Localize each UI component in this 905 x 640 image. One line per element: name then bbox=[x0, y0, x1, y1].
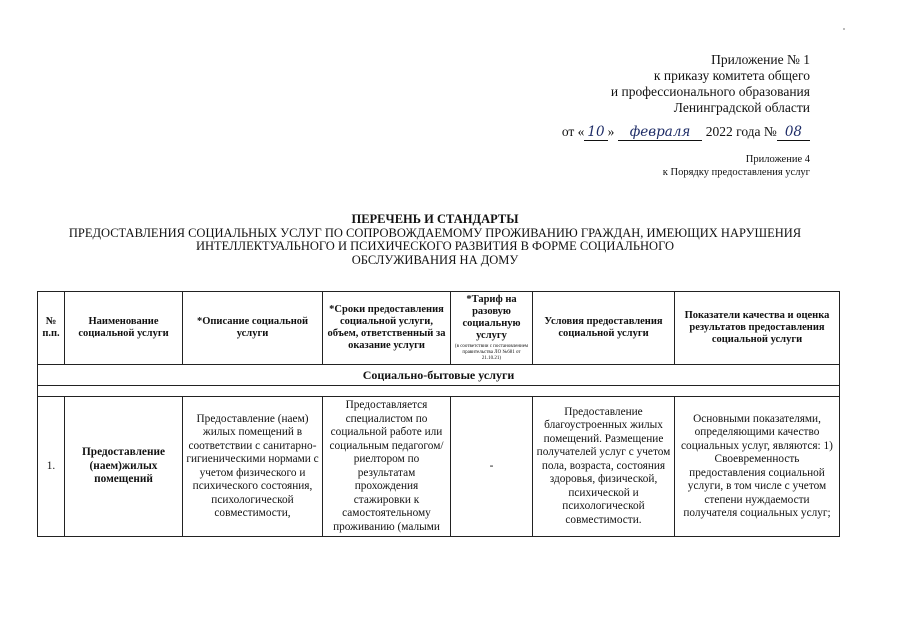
handwritten-month: февраля bbox=[618, 124, 703, 141]
sub-appendix-line-2: к Порядку предоставления услуг bbox=[662, 167, 810, 178]
date-year: 2022 года № bbox=[705, 124, 777, 139]
header-conditions: Условия предоставления социальной услуги bbox=[533, 292, 675, 365]
title-line-1: ПЕРЕЧЕНЬ И СТАНДАРТЫ bbox=[351, 212, 519, 226]
header-terms: *Сроки предоставления социальной услуги, объем, ответственный за оказание услуги bbox=[323, 292, 451, 365]
section-gap bbox=[38, 386, 840, 397]
handwritten-number: 08 bbox=[777, 124, 810, 141]
appendix-date-line bbox=[562, 124, 810, 141]
handwritten-day: 10 bbox=[584, 124, 607, 141]
appendix-line-1: Приложение № 1 bbox=[711, 52, 810, 67]
section-gap-row bbox=[38, 386, 840, 397]
title-line-3: ИНТЕЛЛЕКТУАЛЬНОГО И ПСИХИЧЕСКОГО РАЗВИТИЯ В ФОРМЕ СОЦИАЛЬНОГО bbox=[195, 239, 675, 253]
header-name: Наименование социальной услуги bbox=[65, 292, 183, 365]
header-num: № п.п. bbox=[38, 292, 65, 365]
section-row bbox=[38, 365, 840, 386]
appendix-line-4: Ленинградской области bbox=[673, 100, 810, 115]
date-prefix: от « bbox=[561, 124, 585, 139]
standards-table bbox=[37, 291, 840, 537]
row-quality: Основными показателями, определяющими качество социальных услуг, являются: 1) Своевременность предоставления социальной услуги, в том числе с учетом степени нуждаемости получателя социальных услуг; bbox=[675, 397, 840, 537]
row-terms: Предоставляется специалистом по социальной работе или социальным педагогом/риелтором по результатам прохождения стажировки к самостоятельному проживанию (малыми bbox=[323, 397, 451, 537]
appendix-header bbox=[480, 52, 810, 116]
row-service-name: Предоставление (наем)жилых помещений bbox=[65, 397, 183, 537]
date-mid: » bbox=[607, 124, 615, 139]
section-title: Социально-бытовые услуги bbox=[38, 365, 840, 386]
header-tariff-label: *Тариф на разовую социальную услугу bbox=[462, 294, 521, 341]
header-description: *Описание социальной услуги bbox=[183, 292, 323, 365]
sub-appendix-line-1: Приложение 4 bbox=[745, 154, 810, 165]
document-title bbox=[40, 213, 830, 267]
sub-appendix-header bbox=[550, 153, 810, 179]
scan-speck bbox=[843, 28, 845, 30]
row-num: 1. bbox=[38, 397, 65, 537]
row-conditions: Предоставление благоустроенных жилых помещений. Размещение получателей услуг с учетом пола, возраста, состояния здоровья, физической, психической и психологической совместимости. bbox=[533, 397, 675, 537]
appendix-line-3: и профессионального образования bbox=[610, 84, 810, 99]
title-line-4: ОБСЛУЖИВАНИЯ НА ДОМУ bbox=[351, 252, 519, 267]
row-tariff: - bbox=[451, 397, 533, 537]
table-header-row bbox=[38, 292, 840, 365]
table-row bbox=[38, 397, 840, 537]
header-tariff bbox=[451, 292, 533, 365]
title-line-2: ПРЕДОСТАВЛЕНИЯ СОЦИАЛЬНЫХ УСЛУГ ПО СОПРОВОЖДАЕМОМУ ПРОЖИВАНИЮ ГРАЖДАН, ИМЕЮЩИХ НАРУШЕНИЯ bbox=[68, 225, 802, 240]
row-description: Предоставление (наем) жилых помещений в соответствии с санитарно-гигиеническими нормами с учетом физического и психического состояния, психологической совместимости, bbox=[183, 397, 323, 537]
header-tariff-note: (в соответствии с постановлением правительства ЛО №681 от 21.10.21) bbox=[454, 344, 529, 361]
appendix-line-2: к приказу комитета общего bbox=[653, 68, 810, 83]
header-quality: Показатели качества и оценка результатов предоставления социальной услуги bbox=[675, 292, 840, 365]
